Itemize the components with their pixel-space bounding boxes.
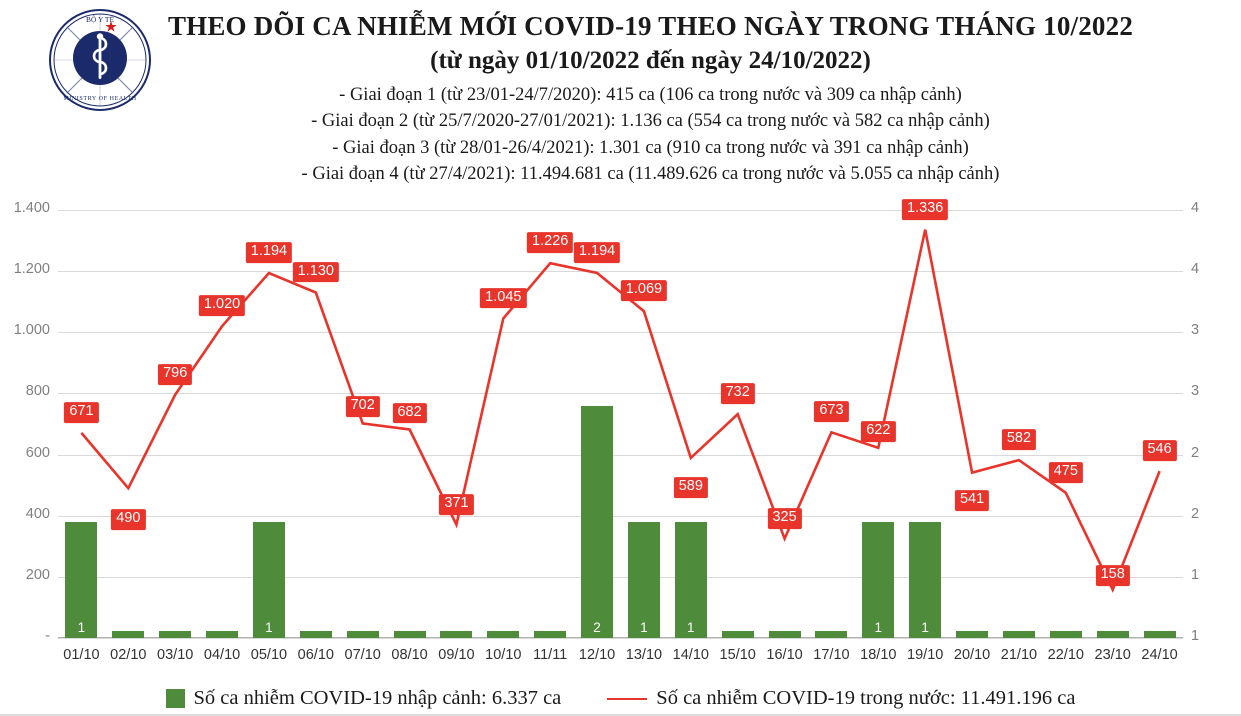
legend-label-imported: Số ca nhiễm COVID-19 nhập cảnh: 6.337 ca	[193, 687, 562, 709]
bar-value-label: -	[1016, 620, 1022, 635]
bar-value-label: -	[454, 620, 459, 635]
title-block	[0, 10, 1241, 187]
bar-value-label: -	[969, 620, 975, 635]
y-axis-left-tick: 200	[25, 566, 50, 583]
phase-summary	[60, 82, 1241, 187]
line-value-label: 671	[64, 402, 98, 423]
y-axis-right-tick: 3	[1191, 322, 1200, 339]
x-axis-tick: 08/10	[391, 647, 428, 663]
x-axis-tick: 15/10	[719, 647, 756, 663]
line-value-label: 490	[111, 509, 145, 530]
line-value-label: 475	[1049, 462, 1083, 483]
bar-value-label: -	[501, 620, 506, 635]
legend-item-domestic	[607, 687, 1075, 710]
bar-value-label: -	[1157, 620, 1162, 635]
y-axis-left-tick: 400	[25, 505, 50, 522]
chart-header	[0, 0, 1241, 184]
x-axis-tick: 11/11	[533, 647, 568, 663]
line-value-label: 371	[439, 494, 473, 515]
legend-label-domestic: Số ca nhiễm COVID-19 trong nước: 11.491.196 ca	[656, 687, 1076, 709]
phase-line-2: - Giai đoạn 2 (từ 25/7/2020-27/01/2021): 1.136 ca (554 ca trong nước và 582 ca nhập cảnh)	[311, 111, 990, 132]
line-value-label: 582	[1002, 429, 1036, 450]
bar-value-label: 1	[921, 620, 929, 635]
y-axis-left-tick: 800	[25, 383, 50, 400]
x-axis-tick: 22/10	[1047, 647, 1084, 663]
y-axis-right-tick: 2	[1191, 505, 1200, 522]
line-value-label: 1.069	[621, 280, 667, 301]
bar-value-label: -	[829, 620, 834, 635]
x-axis-tick: 03/10	[157, 647, 194, 663]
y-axis-left-tick: 1.200	[13, 261, 50, 278]
line-value-label: 1.045	[480, 288, 526, 309]
y-axis-left-tick: -	[45, 628, 50, 644]
bar-value-label: -	[547, 620, 553, 635]
line-value-label: 682	[392, 403, 426, 424]
bar-value-label: -	[360, 620, 365, 635]
bar-value-label: -	[735, 620, 740, 635]
x-axis-tick: 09/10	[438, 647, 475, 663]
ministry-of-health-logo	[48, 8, 152, 112]
line-value-label: 702	[346, 396, 380, 417]
y-axis-left-tick: 1.400	[13, 200, 50, 216]
x-axis-tick: 23/10	[1094, 647, 1131, 663]
chart-legend	[0, 687, 1241, 710]
plot-area	[13, 199, 1200, 663]
bar-value-label: -	[1110, 620, 1115, 635]
y-axis-right-tick: 4	[1191, 200, 1200, 216]
x-axis-tick: 04/10	[203, 647, 241, 663]
bar-value-label: 1	[77, 620, 86, 635]
line-value-label: 1.194	[574, 242, 620, 263]
y-axis-right-tick: 1	[1191, 566, 1200, 583]
line-value-label: 1.020	[199, 295, 245, 316]
bar-value-label: -	[1063, 620, 1069, 635]
line-value-label: 325	[767, 508, 801, 529]
x-axis-tick: 18/10	[860, 647, 897, 663]
bar-value-label: 2	[593, 620, 601, 635]
bar-value-label: -	[126, 620, 131, 635]
covid-daily-chart	[0, 182, 1241, 663]
line-value-label: 796	[158, 364, 192, 385]
x-axis-tick: 10/10	[485, 647, 522, 663]
y-axis-right-tick: 1	[1191, 628, 1200, 644]
line-value-label: 589	[674, 477, 708, 498]
bar-value-label: -	[407, 620, 412, 635]
y-axis-right-tick: 3	[1191, 383, 1200, 400]
x-axis-tick: 07/10	[344, 647, 381, 663]
phase-line-4: - Giai đoạn 4 (từ 27/4/2021): 11.494.681 ca (11.489.626 ca trong nước và 5.055 ca nhập cảnh)	[301, 163, 1000, 184]
line-value-label: 546	[1142, 440, 1176, 461]
x-axis-tick: 24/10	[1141, 647, 1178, 663]
legend-item-imported	[166, 687, 562, 710]
x-axis-tick: 16/10	[766, 647, 803, 663]
line-value-label: 1.226	[527, 232, 573, 253]
y-axis-left-tick: 600	[25, 444, 50, 461]
bar-value-label: 1	[874, 620, 883, 635]
bar-value-label: 1	[640, 620, 648, 635]
x-axis-tick: 02/10	[110, 647, 147, 663]
x-axis-tick: 14/10	[672, 647, 709, 663]
phase-line-1: - Giai đoạn 1 (từ 23/01-24/7/2020): 415 ca (106 ca trong nước và 309 ca nhập cảnh)	[339, 85, 962, 106]
x-axis-tick: 20/10	[953, 647, 991, 663]
legend-bar-swatch-icon	[166, 689, 185, 708]
bar-value-label: 1	[687, 620, 695, 635]
bar-value-label: -	[782, 620, 787, 635]
y-axis-left-tick: 1.000	[13, 322, 50, 339]
line-value-label: 541	[955, 490, 989, 511]
line-value-label: 1.194	[246, 242, 292, 263]
y-axis-right-tick: 2	[1191, 444, 1200, 461]
gridline	[58, 638, 1183, 639]
page-subtitle: (từ ngày 01/10/2022 đến ngày 24/10/2022)	[430, 46, 871, 74]
x-axis-tick: 12/10	[578, 647, 616, 663]
page-title: THEO DÕI CA NHIỄM MỚI COVID-19 THEO NGÀY TRONG THÁNG 10/2022	[167, 11, 1134, 41]
line-value-label: 622	[861, 421, 895, 442]
x-axis-tick: 01/10	[63, 647, 100, 663]
phase-line-3: - Giai đoạn 3 (từ 28/01-26/4/2021): 1.301 ca (910 ca trong nước và 391 ca nhập cảnh)	[332, 137, 969, 158]
domestic-cases-line	[58, 210, 1183, 638]
line-value-label: 1.130	[293, 262, 339, 283]
legend-line-swatch-icon	[607, 691, 647, 707]
x-axis-tick: 19/10	[907, 647, 944, 663]
svg-text:MINISTRY OF HEALTH: MINISTRY OF HEALTH	[63, 96, 137, 102]
bar-value-label: 1	[265, 620, 273, 635]
bar-value-label: -	[313, 620, 319, 635]
y-axis-right-tick: 4	[1191, 261, 1200, 278]
x-axis-tick: 21/10	[1000, 647, 1038, 663]
line-value-label: 673	[814, 401, 848, 422]
line-value-label: 158	[1096, 565, 1130, 586]
x-axis-tick: 06/10	[297, 647, 334, 663]
bar-value-label: -	[172, 620, 178, 635]
x-axis-tick: 17/10	[813, 647, 850, 663]
x-axis-tick: 13/10	[625, 647, 663, 663]
line-value-label: 732	[721, 383, 755, 404]
x-axis-tick: 05/10	[250, 647, 288, 663]
svg-text:BỘ Y TẾ: BỘ Y TẾ	[85, 15, 115, 24]
bar-value-label: -	[219, 620, 225, 635]
line-value-label: 1.336	[902, 199, 948, 220]
